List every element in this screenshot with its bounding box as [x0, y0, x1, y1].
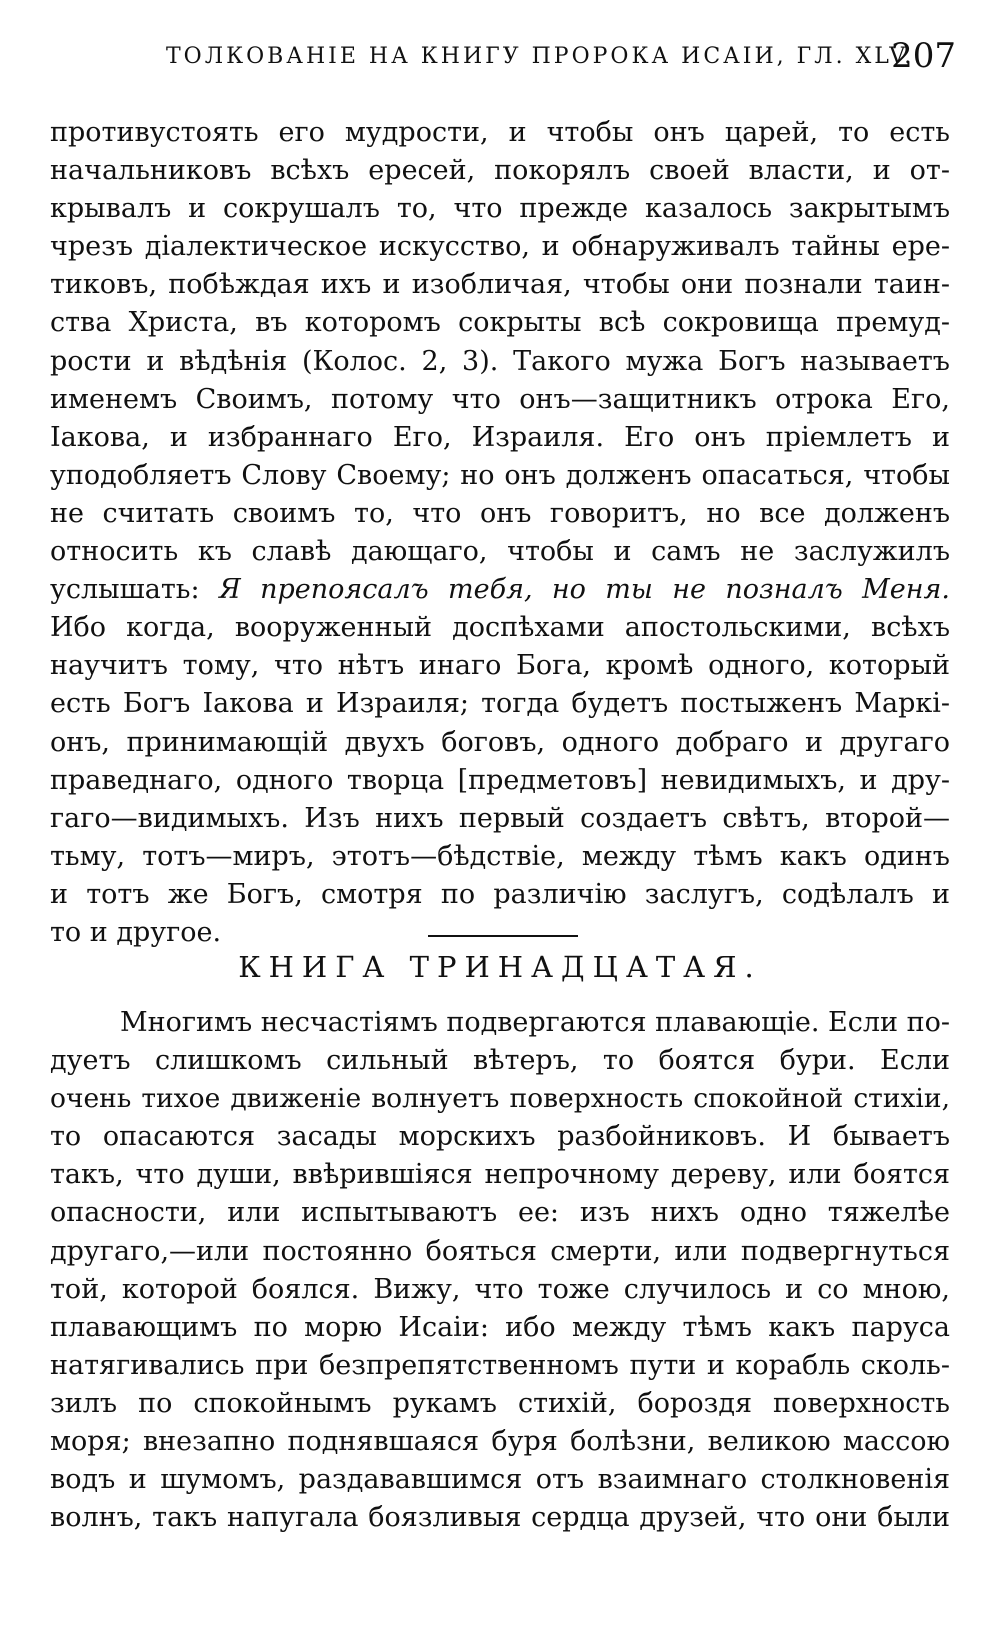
text-line: тьму, тотъ—миръ, этотъ—бѣдствіе, между тѣмъ какъ одинъ	[50, 840, 950, 872]
text-line: ства Христа, въ которомъ сокрыты всѣ сокровища премуд-	[50, 307, 950, 339]
text-line: праведнаго, одного творца [предметовъ] невидимыхъ, и дру-	[50, 764, 950, 796]
text-line: плавающимъ по морю Исаіи: ибо между тѣмъ какъ паруса	[50, 1311, 950, 1343]
text-line: и тотъ же Богъ, смотря по различію заслугъ, содѣлалъ и	[50, 878, 950, 910]
text-line: той, которой боялся. Вижу, что тоже случилось и со мною,	[50, 1273, 950, 1305]
text-line: Іакова, и избраннаго Его, Израиля. Его онъ пріемлетъ и	[50, 421, 950, 453]
text-line: Ибо когда, вооруженный доспѣхами апостольскими, всѣхъ	[50, 612, 950, 644]
text-line: относить къ славѣ дающаго, чтобы и самъ не заслужилъ	[50, 536, 950, 568]
text-line: есть Богъ Іакова и Израиля; тогда будетъ постыженъ Маркі-	[50, 688, 950, 720]
text-line: водъ и шумомъ, раздававшимся отъ взаимнаго столкновенія	[50, 1464, 950, 1496]
text-line: противустоять его мудрости, и чтобы онъ царей, то есть	[50, 117, 950, 148]
text-line: другаго,—или постоянно бояться смерти, или подвергнуться	[50, 1235, 950, 1267]
paragraph-book-thirteen	[50, 1004, 950, 1537]
line-lead-text: услышать:	[50, 574, 219, 606]
text-line: то опасаются засады морскихъ разбойниковъ. И бываетъ	[50, 1121, 950, 1153]
scripture-quote: Я препоясалъ тебя, но ты не позналъ Меня.	[218, 574, 950, 606]
text-line: гаго—видимыхъ. Изъ нихъ первый создаетъ свѣтъ, второй—	[50, 802, 950, 834]
running-title: ТОЛКОВАНІЕ НА КНИГУ ПРОРОКА ИСАІИ, ГЛ. XLV.	[166, 44, 915, 69]
text-line: натягивались при безпрепятственномъ пути и корабль сколь-	[50, 1349, 950, 1381]
text-line: рости и вѣдѣнія (Колос. 2, 3). Такого мужа Богъ называетъ	[50, 345, 950, 377]
text-line: тиковъ, побѣждая ихъ и изобличая, чтобы они познали таин-	[50, 269, 950, 301]
text-line: такъ, что души, ввѣрившіяся непрочному дереву, или боятся	[50, 1159, 950, 1191]
text-line: опасности, или испытываютъ ее: изъ нихъ одно тяжелѣе	[50, 1197, 950, 1229]
text-line: начальниковъ всѣхъ ересей, покорялъ своей власти, и от-	[50, 155, 950, 187]
text-line: Многимъ несчастіямъ подвергаются плавающіе. Если по-	[120, 1007, 950, 1038]
text-line: именемъ Своимъ, потому что онъ—защитникъ отрока Его,	[50, 383, 950, 415]
text-line: крывалъ и сокрушалъ то, что прежде казалось закрытымъ	[50, 193, 950, 225]
text-line: моря; внезапно поднявшаяся буря болѣзни, великою массою	[50, 1426, 950, 1458]
text-line: научитъ тому, что нѣтъ инаго Бога, кромѣ одного, который	[50, 650, 950, 682]
text-line: зилъ по спокойнымъ рукамъ стихій, бороздя поверхность	[50, 1387, 950, 1419]
text-line-with-quote	[50, 571, 950, 609]
text-line: дуетъ слишкомъ сильный вѣтеръ, то боятся бури. Если	[50, 1045, 950, 1077]
text-line: не считать своимъ то, что онъ говоритъ, но все долженъ	[50, 497, 950, 529]
section-divider-rule	[428, 935, 578, 937]
page-number: 207	[891, 36, 956, 76]
paragraph-commentary-end	[50, 114, 950, 952]
text-line: чрезъ діалектическое искусство, и обнаруживалъ тайны ере-	[50, 231, 950, 263]
text-line: очень тихое движеніе волнуетъ поверхность спокойной стихіи,	[50, 1083, 950, 1115]
section-heading: КНИГА ТРИНАДЦАТАЯ.	[238, 950, 762, 984]
text-line: то и другое.	[50, 916, 222, 948]
text-line: волнъ, такъ напугала боязливыя сердца друзей, что они были	[50, 1502, 950, 1534]
running-header	[48, 36, 956, 80]
text-line: уподобляетъ Слову Своему; но онъ долженъ опасаться, чтобы	[50, 459, 950, 491]
text-line: онъ, принимающій двухъ боговъ, одного добраго и другаго	[50, 726, 950, 758]
